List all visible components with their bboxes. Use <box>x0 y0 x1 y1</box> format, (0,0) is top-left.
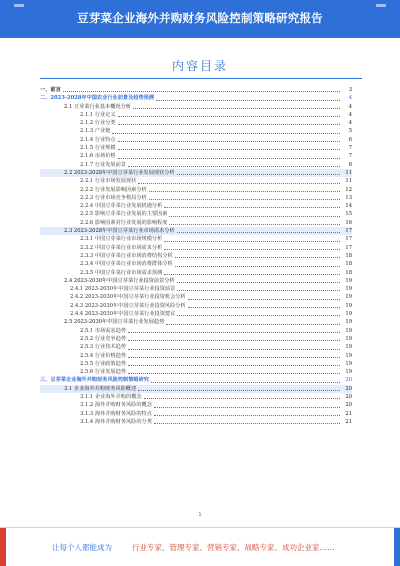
toc-entry-page: 8 <box>348 161 352 168</box>
toc-entry-label: 二、2023-2028年中国农业行业前景及趋势预测 <box>40 95 155 102</box>
toc-entry-label: 2.2 2023-2028年中国豆芽菜行业发展现状分析 <box>64 169 175 176</box>
toc-entry-label: 3.1.1 企业海外并购的概念 <box>80 393 142 400</box>
toc-leader-dots <box>154 422 340 424</box>
footer-slogan: 让每个人都能成为 <box>52 543 112 552</box>
toc-entry-label: 2.5.6 行业发展趋势 <box>80 369 126 376</box>
toc-entry-page: 7 <box>348 145 352 152</box>
toc-entry-page: 21 <box>345 410 352 417</box>
toc-entry[interactable] <box>40 376 352 384</box>
footer-accent-right <box>394 528 400 566</box>
toc-leader-dots <box>166 323 340 325</box>
toc-entry[interactable] <box>40 285 352 293</box>
toc-leader-dots <box>177 289 340 291</box>
footer-accent-left <box>0 528 6 566</box>
toc-entry-label: 3.1.3 海外并购财务风险的特点 <box>80 410 152 417</box>
toc-entry[interactable] <box>40 418 352 426</box>
toc-entry[interactable] <box>40 368 352 376</box>
toc-entry-label: 2.4.4 2023-2030年中国豆芽菜行业投资建议 <box>70 311 176 318</box>
toc-leader-dots <box>118 140 340 142</box>
toc-entry[interactable] <box>40 111 352 119</box>
toc-entry-page: 4 <box>348 111 352 118</box>
toc-entry-page: 12 <box>345 186 352 193</box>
toc-entry[interactable] <box>40 393 352 401</box>
toc-entry-label: 2.4.1 2023-2030年中国豆芽菜行业投资前景 <box>70 286 176 293</box>
toc-leader-dots <box>133 107 340 109</box>
toc-entry[interactable] <box>40 252 352 260</box>
toc-entry[interactable] <box>40 235 352 243</box>
toc-leader-dots <box>188 298 340 300</box>
toc-entry-page: 11 <box>345 169 352 176</box>
toc-leader-dots <box>164 273 340 275</box>
toc-entry-page: 11 <box>345 178 352 185</box>
toc-entry-page: 6 <box>348 136 352 143</box>
toc-entry-page: 19 <box>345 302 352 309</box>
toc-entry[interactable] <box>40 302 352 310</box>
page-number: 1 <box>198 512 202 518</box>
toc-entry[interactable] <box>40 327 352 335</box>
toc-entry[interactable] <box>40 269 352 277</box>
header-accent-left <box>14 4 24 7</box>
toc-entry[interactable] <box>40 385 352 393</box>
toc-entry-page: 19 <box>345 319 352 326</box>
toc-leader-dots <box>188 306 340 308</box>
toc-entry-label: 2.5.3 行业技术趋势 <box>80 344 126 351</box>
toc-entry[interactable] <box>40 343 352 351</box>
toc-entry[interactable] <box>40 360 352 368</box>
toc-entry-page: 3 <box>348 87 352 93</box>
toc-entry-label: 2.1 豆芽菜行业基本概况分析 <box>64 103 131 110</box>
toc-entry[interactable] <box>40 194 352 202</box>
toc-entry[interactable] <box>40 119 352 127</box>
toc-entry-page: 20 <box>345 402 352 409</box>
toc-entry[interactable] <box>40 127 352 135</box>
toc-entry-label: 2.4 2023-2030年中国豆芽菜行业投资前景分析 <box>64 277 175 284</box>
toc-entry-page: 4 <box>348 103 352 110</box>
toc-leader-dots <box>149 190 340 192</box>
toc-leader-dots <box>144 397 340 399</box>
toc-entry-page: 19 <box>345 277 352 284</box>
toc-leader-dots <box>128 364 340 366</box>
toc-entry[interactable] <box>40 202 352 210</box>
toc-entry[interactable] <box>40 401 352 409</box>
toc-entry[interactable] <box>40 293 352 301</box>
toc-entry-page: 19 <box>345 352 352 359</box>
toc-entry-page: 17 <box>345 244 352 251</box>
toc-entry-page: 19 <box>345 327 352 334</box>
toc-entry-label: 2.1.3 产业链 <box>80 128 111 135</box>
toc-leader-dots <box>138 182 340 184</box>
toc-leader-dots <box>164 248 340 250</box>
toc-heading: 内容目录 <box>171 59 228 73</box>
toc-entry-page: 4 <box>348 95 352 102</box>
toc-leader-dots <box>128 348 340 350</box>
toc-entry-label: 2.1.6 市场价格 <box>80 153 116 160</box>
toc-leader-dots <box>177 173 340 175</box>
toc-entry-label: 2.2.5 影响豆芽菜行业发展的主要因素 <box>80 211 168 218</box>
toc-entry-label: 三、豆芽菜企业海外并购财务风险控制策略研究 <box>40 377 149 384</box>
toc-entry-label: 2.2.6 影响因素对行业发展的影响程度 <box>80 219 168 226</box>
toc-entry-page: 20 <box>345 377 352 384</box>
toc-entry-page: 17 <box>345 228 352 235</box>
toc-entry[interactable] <box>40 277 352 285</box>
toc-entry-page: 13 <box>345 194 352 201</box>
toc-entry-page: 4 <box>348 120 352 127</box>
toc-entry-page: 18 <box>345 252 352 259</box>
toc-entry-label: 2.3 2023-2028年中国豆芽菜行业市场需求分析 <box>64 228 175 235</box>
document-title: 豆芽菜企业海外并购财务风险控制策略研究报告 <box>77 11 323 25</box>
toc-entry[interactable] <box>40 94 352 102</box>
toc-leader-dots <box>63 90 340 92</box>
toc-entry-label: 2.5.4 行业价格趋势 <box>80 352 126 359</box>
toc-leader-dots <box>164 206 340 208</box>
toc-leader-dots <box>175 265 340 267</box>
toc-entry[interactable] <box>40 352 352 360</box>
footer-subtitle: 行业专家、管理专家、营销专家、战略专家、成功企业家…… <box>132 543 335 552</box>
toc-leader-dots <box>156 99 340 101</box>
toc-entry-label: 3.1.2 海外并购财务风险的概念 <box>80 402 152 409</box>
toc-leader-dots <box>154 406 340 408</box>
toc-entry-label: 2.1.1 行业定义 <box>80 111 116 118</box>
toc-rule-top <box>40 78 362 79</box>
header-accent-right <box>376 4 386 7</box>
toc-leader-dots <box>175 256 340 258</box>
toc-entry-label: 2.3.4 中国豆芽菜行业市场消费群体分析 <box>80 261 173 268</box>
toc-entry-label: 3.1 企业海外并购财务风险概述 <box>64 385 137 392</box>
toc-leader-dots <box>177 231 340 233</box>
table-of-contents <box>40 86 352 426</box>
toc-leader-dots <box>177 281 340 283</box>
toc-entry-label: 2.5.1 市场需求趋势 <box>80 327 126 334</box>
toc-entry-label: 2.2.4 中国豆芽菜行业发展机遇分析 <box>80 203 163 210</box>
toc-entry-page: 17 <box>345 236 352 243</box>
toc-leader-dots <box>118 123 340 125</box>
toc-entry-page: 19 <box>345 369 352 376</box>
toc-entry-page: 19 <box>345 344 352 351</box>
toc-entry-page: 20 <box>345 393 352 400</box>
toc-leader-dots <box>118 148 340 150</box>
toc-entry-page: 19 <box>345 294 352 301</box>
toc-entry[interactable] <box>40 227 352 235</box>
toc-entry-page: 18 <box>345 269 352 276</box>
toc-entry-page: 19 <box>345 335 352 342</box>
toc-entry-page: 14 <box>345 203 352 210</box>
toc-entry-page: 7 <box>348 153 352 160</box>
toc-leader-dots <box>138 389 340 391</box>
toc-entry-label: 2.1.2 行业分类 <box>80 120 116 127</box>
toc-entry-page: 15 <box>345 211 352 218</box>
toc-entry[interactable] <box>40 86 352 94</box>
toc-entry-label: 2.1.4 行业特点 <box>80 136 116 143</box>
toc-entry-page: 20 <box>345 385 352 392</box>
toc-entry[interactable] <box>40 219 352 227</box>
toc-entry[interactable] <box>40 169 352 177</box>
toc-entry[interactable] <box>40 260 352 268</box>
toc-entry-page: 19 <box>345 360 352 367</box>
toc-leader-dots <box>118 157 340 159</box>
toc-entry[interactable] <box>40 152 352 160</box>
toc-leader-dots <box>128 372 340 374</box>
toc-entry-label: 2.4.2 2023-2030年中国豆芽菜行业投资机会分析 <box>70 294 186 301</box>
toc-entry-page: 16 <box>345 219 352 226</box>
toc-entry-label: 2.3.5 中国豆芽菜行业市场需求预测 <box>80 269 163 276</box>
toc-entry-label: 2.1.7 行业发展前景 <box>80 161 126 168</box>
toc-entry[interactable] <box>40 144 352 152</box>
toc-entry-label: 一、前言 <box>40 87 61 93</box>
toc-entry-label: 2.2.2 行业发展影响因素分析 <box>80 186 147 193</box>
toc-entry[interactable] <box>40 161 352 169</box>
toc-leader-dots <box>128 339 340 341</box>
toc-entry-page: 18 <box>345 261 352 268</box>
toc-leader-dots <box>149 198 340 200</box>
document-footer <box>0 527 400 566</box>
toc-entry[interactable] <box>40 136 352 144</box>
toc-entry-label: 2.5 2023-2030年中国豆芽菜行业发展趋势 <box>64 319 165 326</box>
toc-entry-page: 5 <box>348 128 352 135</box>
toc-entry[interactable] <box>40 186 352 194</box>
toc-entry-page: 19 <box>345 311 352 318</box>
toc-entry[interactable] <box>40 103 352 111</box>
toc-entry-label: 2.2.3 行业市场竞争格局分析 <box>80 194 147 201</box>
toc-entry-label: 3.1.4 海外并购财务风险的分类 <box>80 418 152 425</box>
toc-entry[interactable] <box>40 210 352 218</box>
toc-entry[interactable] <box>40 244 352 252</box>
document-header <box>0 0 400 38</box>
toc-entry[interactable] <box>40 410 352 418</box>
toc-entry-page: 21 <box>345 418 352 425</box>
toc-entry-label: 2.5.5 行业政策趋势 <box>80 360 126 367</box>
toc-entry-label: 2.5.2 行业竞争趋势 <box>80 335 126 342</box>
toc-leader-dots <box>112 132 340 134</box>
toc-leader-dots <box>177 314 340 316</box>
toc-leader-dots <box>128 165 340 167</box>
toc-leader-dots <box>154 414 340 416</box>
toc-entry-label: 2.3.3 中国豆芽菜行业市场消费结构分析 <box>80 252 173 259</box>
toc-entry-label: 2.3.2 中国豆芽菜行业市场需求分析 <box>80 244 163 251</box>
toc-entry[interactable] <box>40 177 352 185</box>
toc-leader-dots <box>169 215 340 217</box>
toc-leader-dots <box>128 331 340 333</box>
toc-leader-dots <box>169 223 340 225</box>
toc-leader-dots <box>128 356 340 358</box>
toc-entry[interactable] <box>40 310 352 318</box>
toc-entry-label: 2.2.1 行业市场发展现状 <box>80 178 137 185</box>
toc-entry[interactable] <box>40 335 352 343</box>
toc-leader-dots <box>164 240 340 242</box>
toc-entry-label: 2.1.5 行业规模 <box>80 145 116 152</box>
toc-leader-dots <box>151 381 340 383</box>
toc-entry-label: 2.3.1 中国豆芽菜行业市场规模分析 <box>80 236 163 243</box>
toc-entry-label: 2.4.3 2023-2030年中国豆芽菜行业投资风险分析 <box>70 302 186 309</box>
toc-entry-page: 19 <box>345 286 352 293</box>
toc-entry[interactable] <box>40 318 352 326</box>
toc-leader-dots <box>118 115 340 117</box>
